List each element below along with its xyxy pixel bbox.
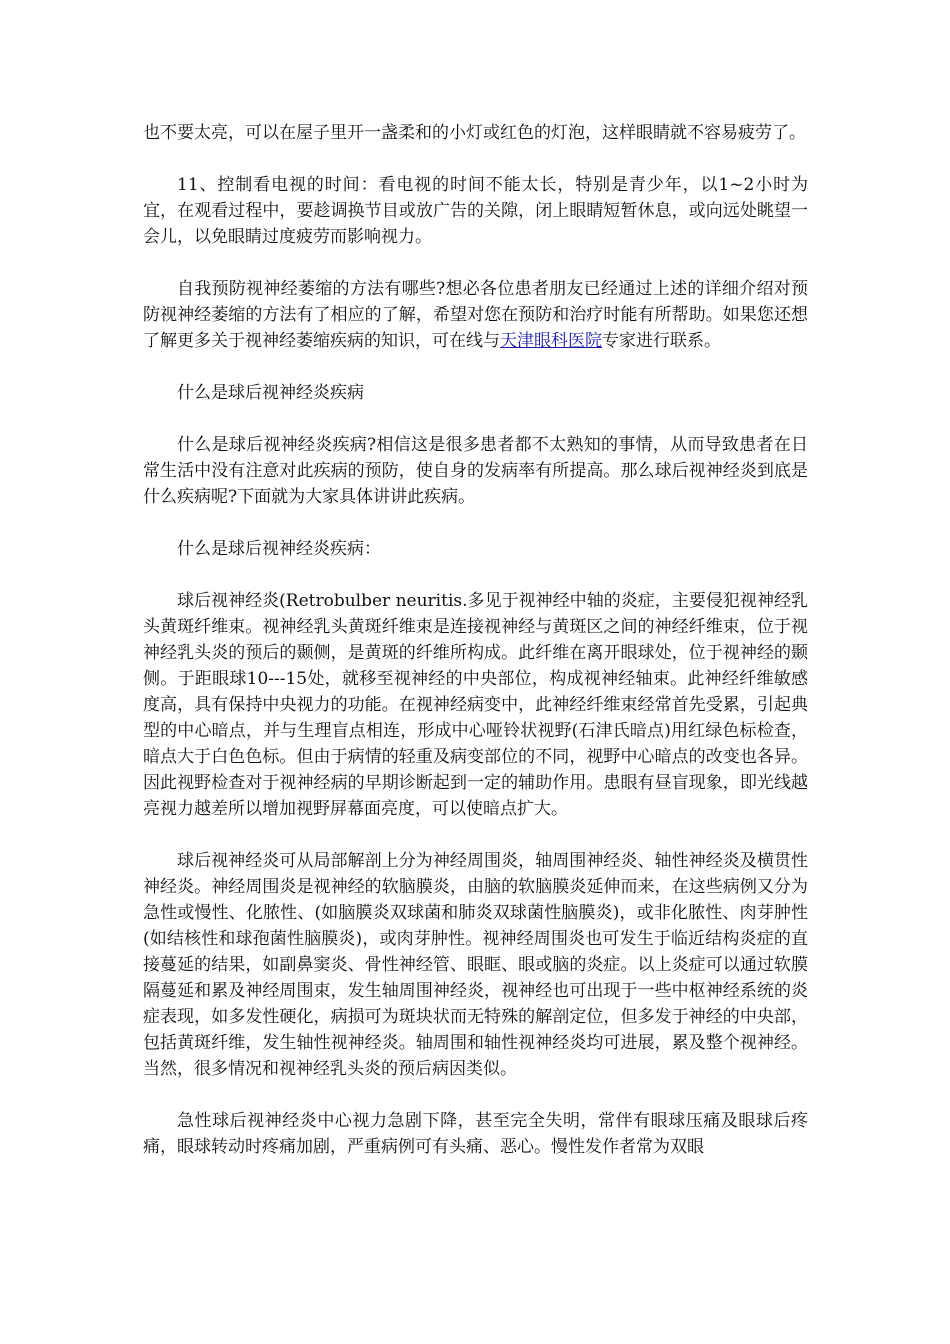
paragraph-intro: 什么是球后视神经炎疾病?相信这是很多患者都不太熟知的事情，从而导致患者在日常生活中没有注意对此疾病的预防，使自身的发病率有所提高。那么球后视神经炎到底是什么疾病呢?下面就为大家具体讲讲此疾病。 bbox=[143, 435, 808, 507]
paragraph-symptoms: 急性球后视神经炎中心视力急剧下降，甚至完全失明，常伴有眼球压痛及眼球后疼痛，眼球转动时疼痛加剧，严重病例可有头痛、恶心。慢性发作者常为双眼 bbox=[143, 1111, 808, 1157]
section-title: 什么是球后视神经炎疾病 bbox=[177, 383, 364, 403]
paragraph-tv-time: 11、控制看电视的时间：看电视的时间不能太长，特别是青少年，以1~2小时为宜，在观看过程中，要趁调换节目或放广告的关隙，闭上眼睛短暂休息，或向远处眺望一会儿，以免眼睛过度疲劳而影响视力。 bbox=[143, 175, 808, 247]
paragraph-text-end: 专家进行联系。 bbox=[602, 331, 721, 351]
paragraph-prevention-summary bbox=[143, 276, 808, 354]
paragraph-text: 自我预防视神经萎缩的方法有哪些?想必各位患者朋友已经通过上述的详细介绍对预防视神经萎缩的方法有了相应的了解，希望对您在预防和治疗时能有所帮助。如果您还想了解更多关于视神经萎缩疾病的知识，可在线与 bbox=[143, 279, 808, 351]
document-page bbox=[143, 120, 808, 1186]
tianjin-eye-hospital-link[interactable]: 天津眼科医院 bbox=[500, 331, 602, 351]
paragraph-definition: 球后视神经炎(Retrobulber neuritis.多见于视神经中轴的炎症，主要侵犯视神经乳头黄斑纤维束。视神经乳头黄斑纤维束是连接视神经与黄斑区之间的神经纤维束，位于视神经乳头炎的预后的颞侧，是黄斑的纤维所构成。此纤维在离开眼球处，位于视神经的颞侧。于距眼球10---15处，就移至视神经的中央部位，构成视神经轴束。此神经纤维敏感度高，具有保持中央视力的功能。在视神经病变中，此神经纤维束经常首先受累，引起典型的中心暗点，并与生理盲点相连，形成中心哑铃状视野(石津氏暗点)用红绿色标检查，暗点大于白色色标。但由于病情的轻重及病变部位的不同，视野中心暗点的改变也各异。因此视野检查对于视神经病的早期诊断起到一定的辅助作用。患眼有昼盲现象，即光线越亮视力越差所以增加视野屏幕面亮度，可以使暗点扩大。 bbox=[143, 591, 808, 819]
subsection-title: 什么是球后视神经炎疾病： bbox=[177, 539, 381, 559]
paragraph-dim-light: 也不要太亮，可以在屋子里开一盏柔和的小灯或红色的灯泡，这样眼睛就不容易疲劳了。 bbox=[143, 123, 806, 143]
paragraph-classification: 球后视神经炎可从局部解剖上分为神经周围炎，轴周围神经炎、轴性神经炎及横贯性神经炎。神经周围炎是视神经的软脑膜炎，由脑的软脑膜炎延伸而来，在这些病例又分为急性或慢性、化脓性、(如脑膜炎双球菌和肺炎双球菌性脑膜炎)，或非化脓性、肉芽肿性(如结核性和球孢菌性脑膜炎)，或肉芽肿性。视神经周围炎也可发生于临近结构炎症的直接蔓延的结果，如副鼻窦炎、骨性神经管、眼眶、眼或脑的炎症。以上炎症可以通过软膜隔蔓延和累及神经周围束，发生轴周围神经炎，视神经也可出现于一些中枢神经系统的炎症表现，如多发性硬化，病损可为斑块状而无特殊的解剖定位，但多发于神经的中央部，包括黄斑纤维，发生轴性视神经炎。轴周围和轴性视神经炎均可进展，累及整个视神经。当然，很多情况和视神经乳头炎的预后病因类似。 bbox=[143, 851, 808, 1079]
